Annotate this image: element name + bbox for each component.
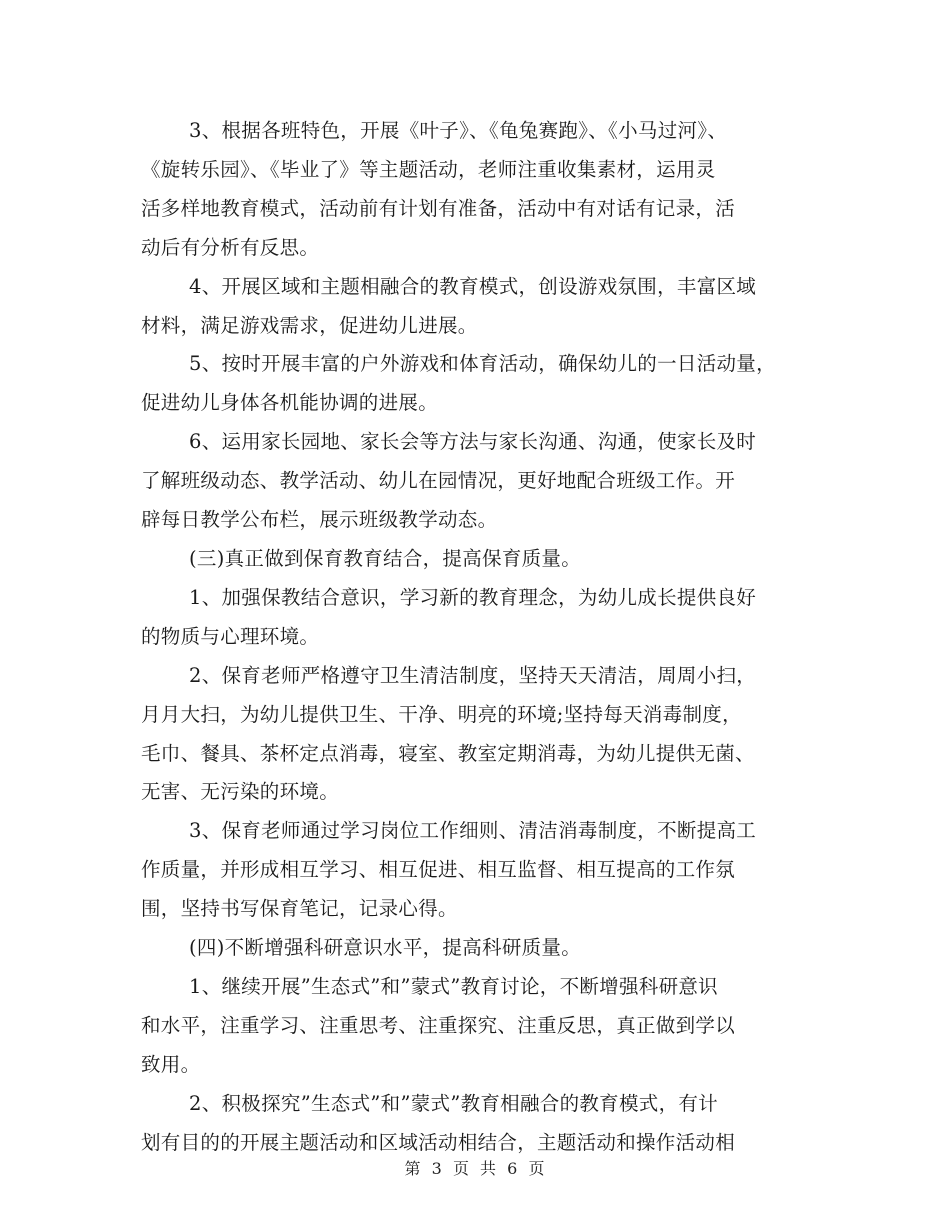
text-line: 动后有分析有反思。: [141, 235, 320, 259]
text-line: 2、保育老师严格遵守卫生清洁制度，坚持天天清洁，周周小扫，: [189, 663, 757, 687]
text-line: 6、运用家长园地、家长会等方法与家长沟通、沟通，使家长及时: [189, 430, 757, 454]
footer-page-word: 页: [452, 1159, 470, 1178]
text-line: 1、继续开展”生态式”和”蒙式”教育讨论，不断增强科研意识: [189, 974, 718, 998]
text-line: 《旋转乐园》、《毕业了》等主题活动，老师注重收集素材，运用灵: [141, 157, 716, 181]
paragraph-4-regions: [141, 268, 821, 346]
text-line: 围，坚持书写保育笔记，记录心得。: [141, 897, 458, 921]
text-line: 材料，满足游戏需求，促进幼儿进展。: [141, 313, 478, 337]
text-line: (四)不断增强科研意识水平，提高科研质量。: [189, 936, 582, 960]
footer-suffix: 页: [528, 1159, 546, 1178]
paragraph-research-1: [141, 968, 821, 1085]
paragraph-care-2: [141, 657, 821, 813]
paragraph-5-outdoor: [141, 345, 821, 423]
text-line: (三)真正做到保育教育结合，提高保育质量。: [189, 546, 582, 570]
text-line: 活多样地教育模式，活动前有计划有准备，活动中有对话有记录，活: [141, 196, 736, 220]
page-footer: [0, 1156, 950, 1179]
text-line: 2、积极探究”生态式”和”蒙式”教育相融合的教育模式，有计: [189, 1091, 718, 1115]
text-line: 无害、无污染的环境。: [141, 780, 340, 804]
text-line: 5、按时开展丰富的户外游戏和体育活动，确保幼儿的一日活动量，: [189, 352, 776, 376]
text-line: 1、加强保教结合意识，学习新的教育理念，为幼儿成长提供良好: [189, 585, 757, 609]
footer-total-pages: 6: [507, 1159, 519, 1178]
paragraph-research-2: [141, 1085, 821, 1163]
footer-prefix: 第: [404, 1159, 422, 1178]
text-line: 月月大扫，为幼儿提供卫生、干净、明亮的环境;坚持每天消毒制度，: [141, 702, 742, 726]
paragraph-3-themes: [141, 112, 821, 268]
text-line: 3、保育老师通过学习岗位工作细则、清洁消毒制度，不断提高工: [189, 819, 757, 843]
footer-total-word: 共: [480, 1159, 498, 1178]
paragraph-care-1: [141, 579, 821, 657]
text-line: 划有目的的开展主题活动和区域活动相结合，主题活动和操作活动相: [141, 1130, 736, 1154]
document-body: [141, 112, 821, 1162]
text-line: 促进幼儿身体各机能协调的进展。: [141, 391, 439, 415]
paragraph-6-parents: [141, 423, 821, 540]
text-line: 辟每日教学公布栏，展示班级教学动态。: [141, 508, 498, 532]
text-line: 了解班级动态、教学活动、幼儿在园情况，更好地配合班级工作。开: [141, 469, 736, 493]
text-line: 4、开展区域和主题相融合的教育模式，创设游戏氛围，丰富区域: [189, 274, 757, 298]
text-line: 致用。: [141, 1052, 201, 1076]
text-line: 3、根据各班特色，开展《叶子》、《龟兔赛跑》、《小马过河》、: [189, 119, 728, 142]
text-line: 和水平，注重学习、注重思考、注重探究、注重反思，真正做到学以: [141, 1013, 736, 1037]
paragraph-care-3: [141, 812, 821, 929]
footer-current-page: 3: [431, 1159, 443, 1178]
text-line: 毛巾、餐具、茶杯定点消毒，寝室、教室定期消毒，为幼儿提供无菌、: [141, 741, 755, 765]
text-line: 的物质与心理环境。: [141, 624, 320, 648]
text-line: 作质量，并形成相互学习、相互促进、相互监督、相互提高的工作氛: [141, 858, 736, 882]
section-heading-4: [141, 929, 821, 968]
section-heading-3: [141, 540, 821, 579]
